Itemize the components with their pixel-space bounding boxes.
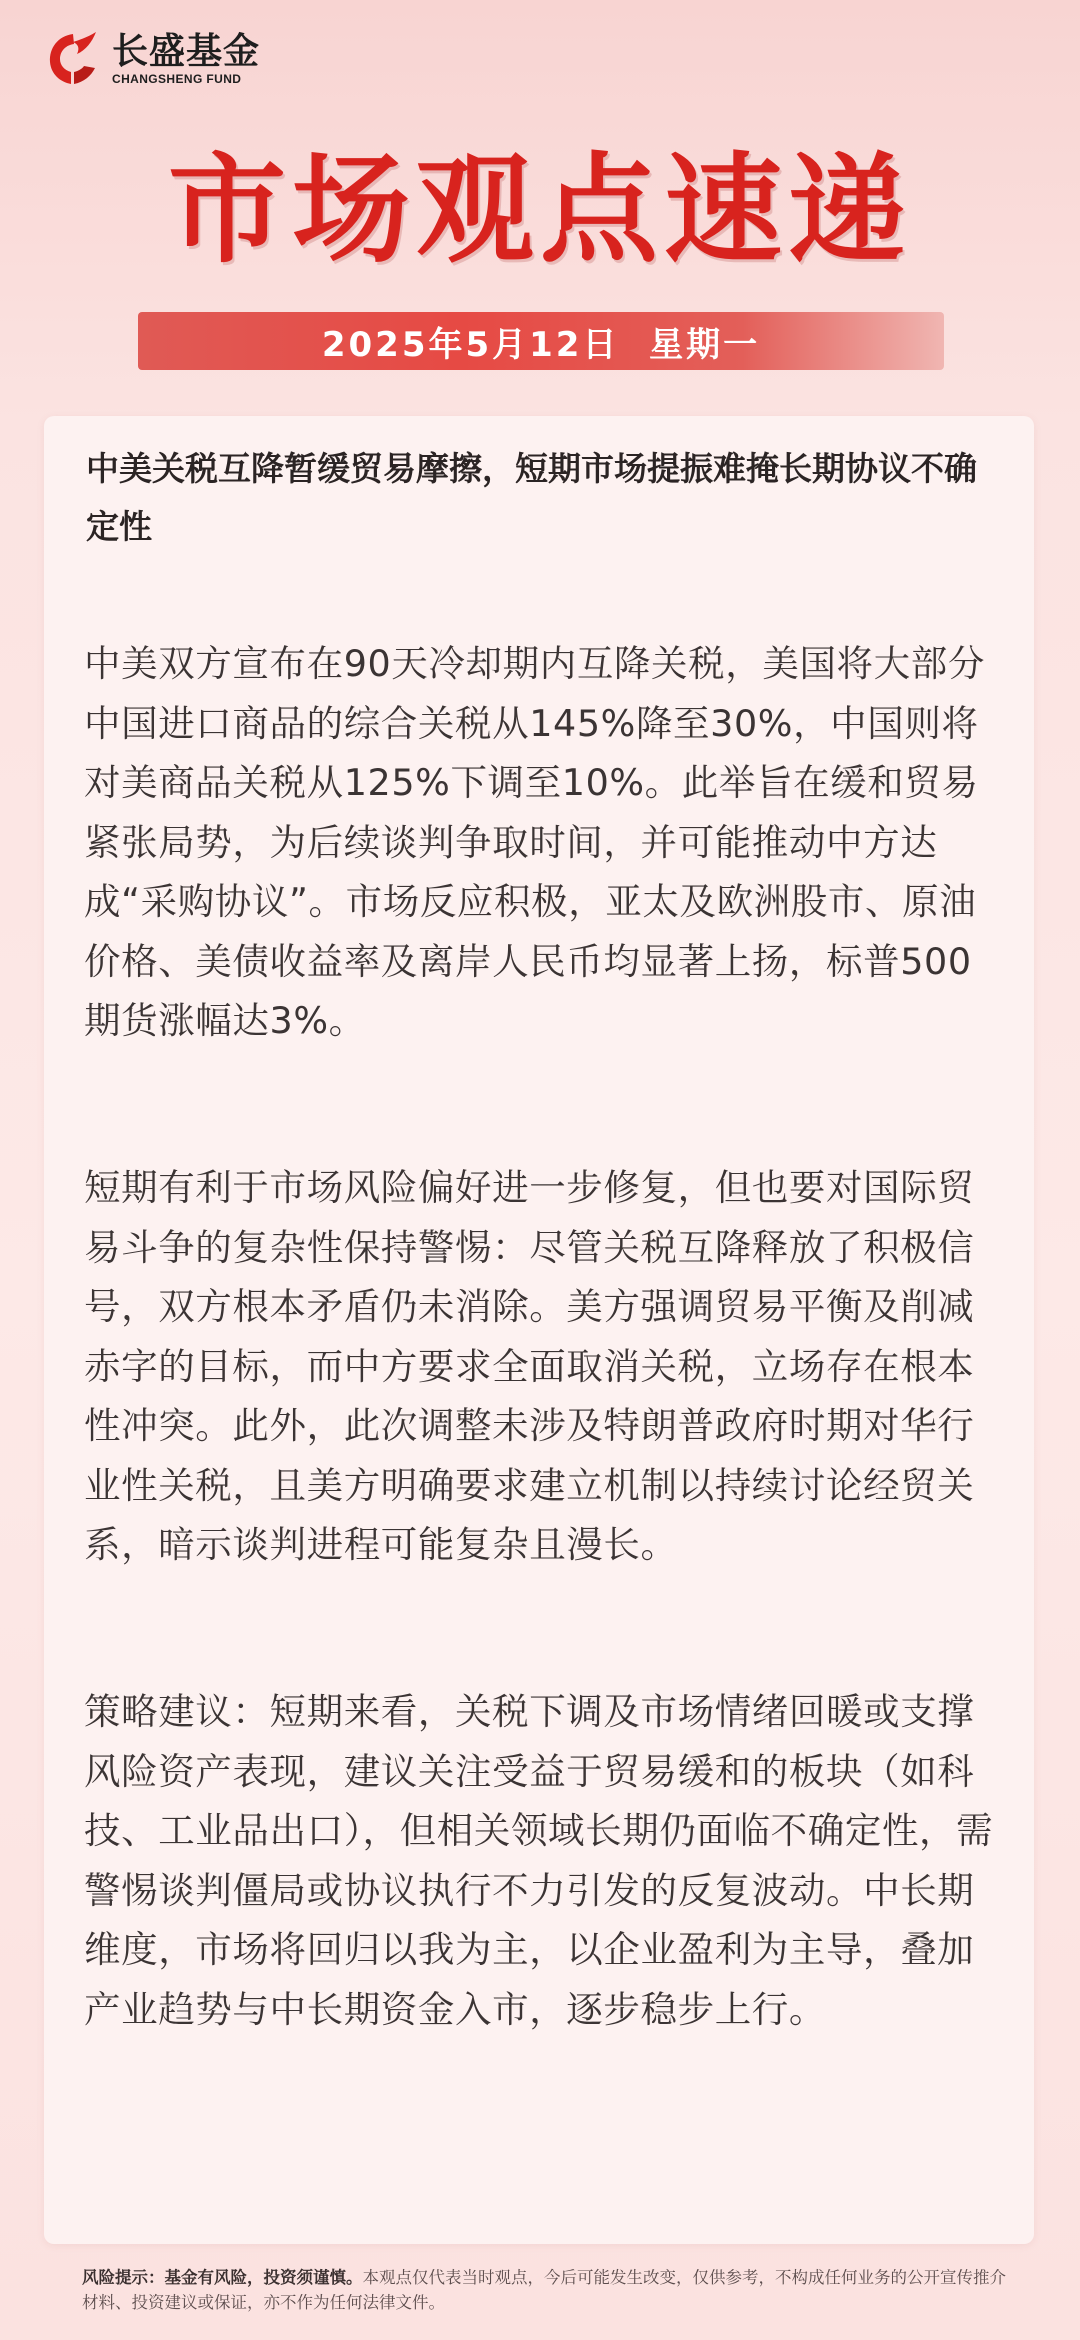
disclaimer-label: 风险提示： — [82, 2268, 165, 2287]
disclaimer-emphasis: 基金有风险，投资须谨慎。 — [164, 2268, 363, 2287]
article-card — [44, 416, 1034, 2244]
article-paragraph-1: 中美双方宣布在90天冷却期内互降关税，美国将大部分中国进口商品的综合关税从145%降至30%，中国则将对美商品关税从125%下调至10%。此举旨在缓和贸易紧张局势，为后续谈判争取时间，并可能推动中方达成“采购协议”。市场反应积极，亚太及欧洲股市、原油价格、美债收益率及离岸人民币均显著上扬，标普500期货涨幅达3%。 — [84, 642, 985, 1042]
article-title: 中美关税互降暂缓贸易摩擦，短期市场提振难掩长期协议不确定性 — [86, 449, 977, 546]
disclaimer-text: 本观点仅代表当时观点，今后可能发生改变，仅供参考，不构成任何业务的公开宣传推介材料、投资建议或保证，亦不作为任何法律文件。 — [82, 2268, 1006, 2312]
changsheng-logo-icon — [44, 30, 102, 88]
article-paragraph-3: 策略建议：短期来看，关税下调及市场情绪回暖或支撑风险资产表现，建议关注受益于贸易缓和的板块（如科技、工业品出口），但相关领域长期仍面临不确定性，需警惕谈判僵局或协议执行不力引发的反复波动。中长期维度，市场将回归以我为主，以企业盈利为主导，叠加产业趋势与中长期资金入市，逐步稳步上行。 — [84, 1690, 994, 2031]
brand-name-en: CHANGSHENG FUND — [112, 72, 242, 86]
date-banner — [138, 312, 944, 370]
page-headline: 市场观点速递 — [167, 141, 912, 279]
date-text: 2025年5月12日 星期一 — [321, 324, 761, 365]
brand-logo — [44, 30, 260, 88]
article-paragraph-2: 短期有利于市场风险偏好进一步修复，但也要对国际贸易斗争的复杂性保持警惕：尽管关税互降释放了积极信号，双方根本矛盾仍未消除。美方强调贸易平衡及削减赤字的目标，而中方要求全面取消关税，立场存在根本性冲突。此外，此次调整未涉及特朗普政府时期对华行业性关税，且美方明确要求建立机制以持续讨论经贸关系，暗示谈判进程可能复杂且漫长。 — [84, 1166, 975, 1566]
risk-disclaimer — [82, 2265, 1022, 2315]
brand-name-cn: 长盛基金 — [112, 31, 261, 72]
